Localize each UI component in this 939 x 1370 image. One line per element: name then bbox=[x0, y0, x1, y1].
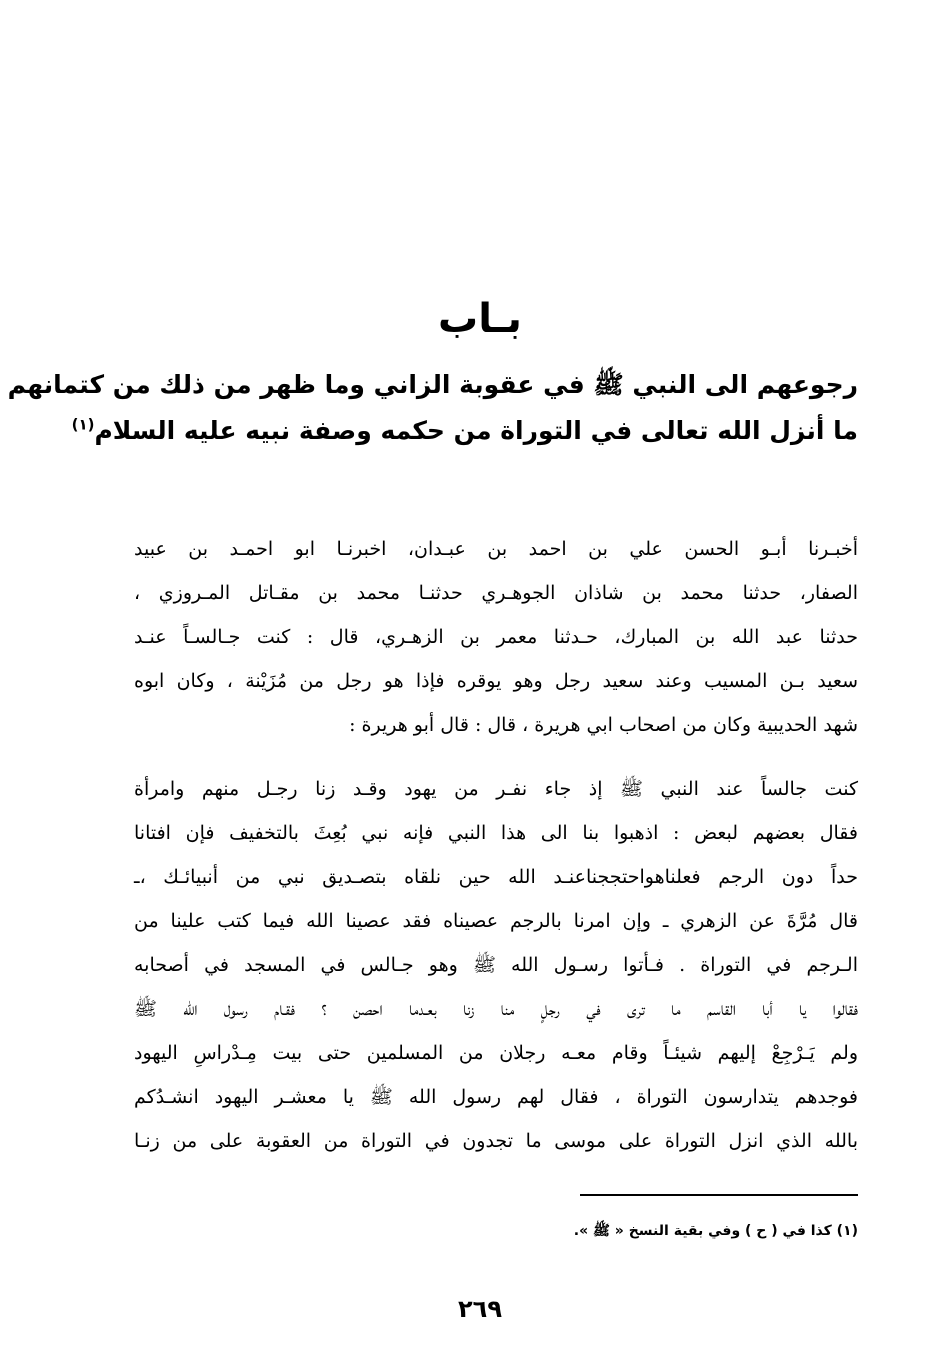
footnote-reference: (١) bbox=[71, 415, 95, 434]
title-line-1: رجوعهم الى النبي ﷺ في عقوبة الزاني وما ظهر من ذلك من كتمانهم bbox=[7, 370, 858, 399]
paragraph-line: فقالوا يا أبا القاسم ما ترى في رجلٍ منا زنا بعـدما احصن ؟ فقـام رسول الله ﷺ bbox=[134, 998, 858, 1020]
footnote: (١) كذا في ( ح ) وفي بقية النسخ « ﷺ ». bbox=[573, 1223, 858, 1239]
paragraph-line: كنت جالساً عند النبي ﷺ إذ جاء نفـر من يهود وقـد زنا رجـل منهم وامرأة bbox=[134, 778, 858, 800]
paragraph-line: شهد الحديبية وكان من اصحاب ابي هريرة ، قال : قال أبو هريرة : bbox=[349, 714, 858, 736]
paragraph-line: حدثنا عبد الله بن المبارك، حـدثنا معمر بن الزهـري، قال : كنت جـالسـاً عنـد bbox=[134, 626, 858, 648]
page-number: ٢٦٩ bbox=[458, 1295, 502, 1323]
paragraph-line: فقال بعضهم لبعض : اذهبوا بنا الى هذا النبي فإنه نبي بُعِثَ بالتخفيف فإن افتانا bbox=[134, 822, 858, 844]
paragraph-line: فوجدهم يتدارسون التوراة ، فقال لهم رسول الله ﷺ يا معشـر اليهود انشـدُكم bbox=[134, 1086, 858, 1108]
footnote-divider bbox=[580, 1194, 858, 1196]
chapter-label: بـاب bbox=[438, 296, 522, 342]
title-line-2 bbox=[71, 408, 858, 454]
chapter-title bbox=[7, 362, 858, 454]
paragraph-line: حداً دون الرجم فعلناهواحتججناعنـد الله حين نلقاه بتصـديق نبي من أنبيائـك ،ـ bbox=[134, 866, 858, 888]
paragraph-line: الـرجم في التوراة . فـأتوا رسـول الله ﷺ وهو جـالس في المسجد في أصحابه bbox=[134, 954, 858, 976]
paragraph-2 bbox=[134, 767, 858, 1163]
paragraph-line: سعيد بـن المسيب وعند سعيد رجل وهو يوقره فإذا هو رجل من مُزَيْنة ، وكان ابوه bbox=[134, 670, 858, 692]
paragraph-line: الصفار، حدثنا محمد بن شاذان الجوهـري حدثنـا محمد بن مقـاتل المـروزي ، bbox=[134, 582, 858, 604]
paragraph-line: بالله الذي انزل التوراة على موسى ما تجدون في التوراة من العقوبة على من زنـا bbox=[134, 1130, 858, 1152]
paragraph-line: ولم يَـرْجِعْ إليهم شيئـاً وقام معـه رجلان من المسلمين حتى بيت مِـدْراسِ اليهود bbox=[134, 1042, 858, 1064]
paragraph-line: أخبـرنا أبـو الحسن علي بن احمد بن عبـدان، اخبرنـا ابو احمـد بن عبيد bbox=[134, 538, 858, 560]
title-line-2-text: ما أنزل الله تعالى في التوراة من حكمه وصفة نبيه عليه السلام bbox=[94, 416, 858, 445]
paragraph-line: قال مُرَّةَ عن الزهري ـ وإن امرنا بالرجم عصيناه فقد عصينا الله فيما كتب علينا من bbox=[134, 910, 858, 932]
paragraph-1 bbox=[134, 527, 858, 747]
